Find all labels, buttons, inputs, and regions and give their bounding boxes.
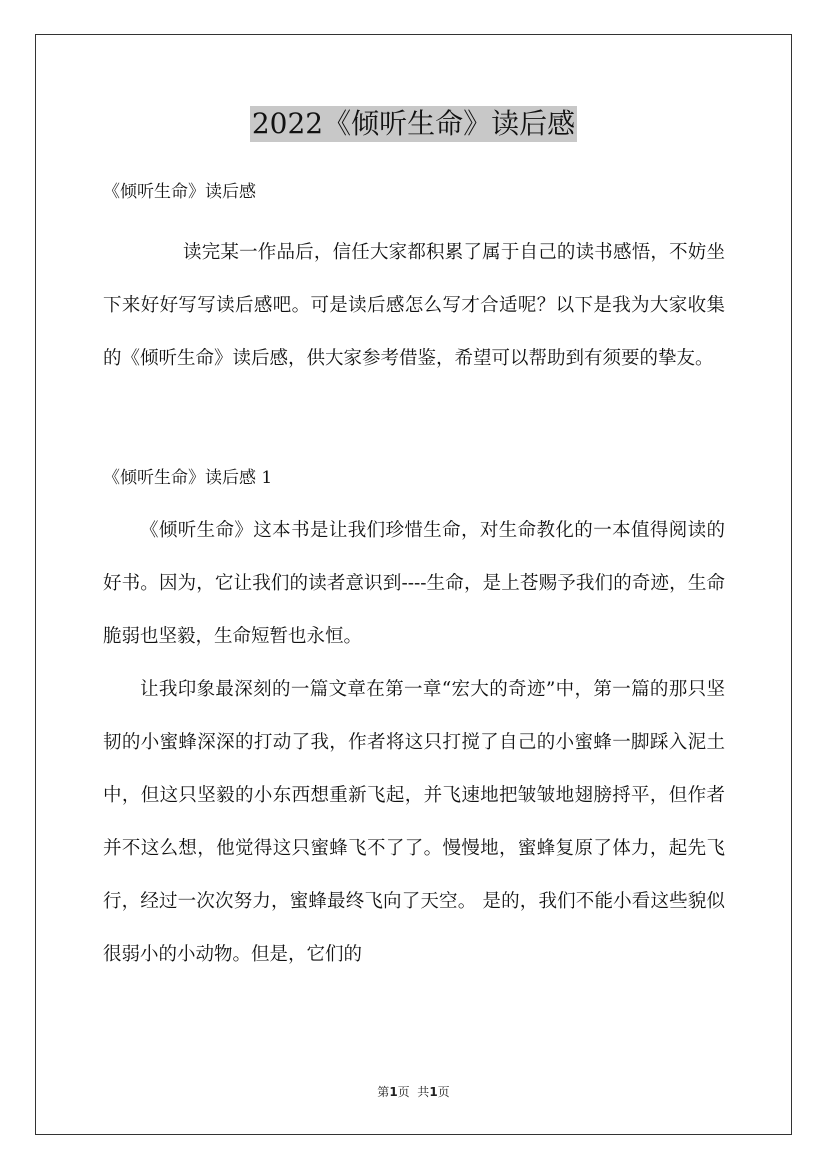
footer-page-suffix: 页 (437, 1085, 450, 1099)
section-heading: 《倾听生命》读后感 1 (103, 468, 273, 488)
footer-page-mid: 页 共 (397, 1085, 430, 1099)
footer-page-number: 1 (389, 1085, 398, 1099)
document-body (103, 174, 725, 981)
document-subtitle: 《倾听生命》读后感 (103, 182, 256, 202)
intro-paragraph: 读完某一作品后，信任大家都积累了属于自己的读书感悟，不妨坐下来好好写写读后感吧。可是读后感怎么写才合适呢？以下是我为大家收集的《倾听生命》读后感，供大家参考借鉴，希望可以帮助到有须要的挚友。 (103, 242, 725, 369)
page-footer (0, 1083, 827, 1100)
footer-page-total: 1 (429, 1085, 438, 1099)
document-title (0, 104, 827, 142)
document-title-text: 2022《倾听生命》读后感 (251, 107, 576, 140)
body-paragraph-2: 让我印象最深刻的一篇文章在第一章“宏大的奇迹”中，第一篇的那只坚韧的小蜜蜂深深的打动了我，作者将这只打搅了自己的小蜜蜂一脚踩入泥土中，但这只坚毅的小东西想重新飞起，并飞速地把皱皱地翅膀捋平，但作者并不这么想，他觉得这只蜜蜂飞不了了。慢慢地，蜜蜂复原了体力，起先飞行，经过一次次努力，蜜蜂最终飞向了天空。 是的，我们不能小看这些貌似很弱小的小动物。但是，它们的 (103, 679, 725, 965)
body-paragraph-1: 《倾听生命》这本书是让我们珍惜生命，对生命教化的一本值得阅读的好书。因为，它让我们的读者意识到----生命，是上苍赐予我们的奇迹，生命脆弱也坚毅，生命短暂也永恒。 (103, 520, 725, 647)
footer-page-prefix: 第 (377, 1085, 390, 1099)
